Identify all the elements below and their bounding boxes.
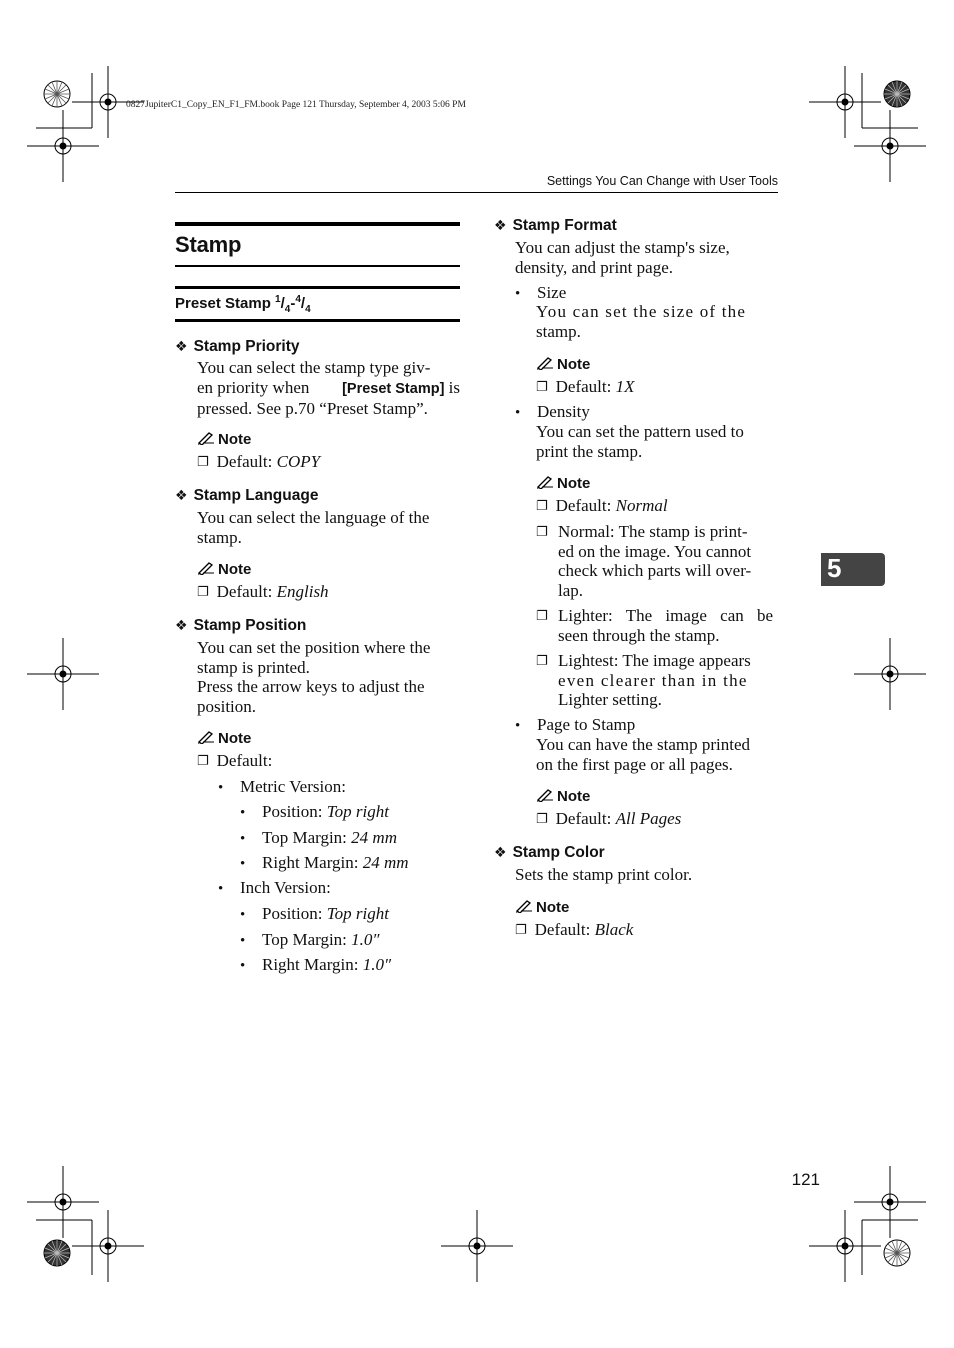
metric-right-margin: • Right Margin: 24 mm [240,853,409,872]
default-page: ❐ Default: All Pages [536,809,682,828]
checkbox-icon: ❐ [536,499,548,514]
chapter-tab: 5 [821,553,885,586]
priority-text: You can select the stamp type giv- en priority when [Preset Stamp] is pressed. See p.70 “Preset Stamp”. [197,358,460,419]
density-note-lightest-text: Lightest: The image appears even clearer than in the Lighter setting. [558,651,751,710]
diamond-icon: ❖ [175,488,188,504]
inch-version: • Inch Version: [218,878,331,897]
density-note-lighter-text: Lighter: The image can be seen through the stamp. [558,606,774,645]
page-to-stamp-label: • Page to Stamp [515,715,636,734]
pencil-icon [536,475,554,489]
pencil-icon [197,561,215,575]
density-text: You can set the pattern used to print the stamp. [536,422,744,461]
checkbox-icon: ❐ [515,923,527,938]
diamond-icon: ❖ [494,845,507,861]
note-heading: Note [536,788,590,805]
header-rule [175,192,778,193]
inch-right-margin: • Right Margin: 1.0″ [240,955,392,974]
language-text: You can select the language of the stamp. [197,508,430,547]
title-top-bar [175,222,460,226]
page-number: 121 [791,1170,820,1189]
density-note-lighter [536,606,556,627]
subtitle: Preset Stamp $^1/_4-^4/_4$ [175,294,311,315]
checkbox-icon: ❐ [536,525,548,540]
page-title: Stamp [175,232,242,257]
metric-version: • Metric Version: [218,777,346,796]
note-heading: Note [197,431,251,448]
subtitle-bottom-bar [175,319,460,322]
checkbox-icon: ❐ [197,585,209,600]
default-priority: ❐ Default: COPY [197,452,321,471]
diamond-icon: ❖ [175,339,188,355]
pencil-icon [536,788,554,802]
default-size: ❐ Default: 1X [536,377,635,396]
density-note-lightest [536,651,556,672]
section-heading-format: ❖ Stamp Format [494,217,617,234]
note-heading: Note [536,475,590,492]
default-density: ❐ Default: Normal [536,496,668,515]
pencil-icon [197,431,215,445]
checkbox-icon: ❐ [197,754,209,769]
format-text: You can adjust the stamp's size, density, and print page. [515,238,730,277]
pencil-icon [536,356,554,370]
note-heading: Note [536,356,590,373]
note-heading: Note [515,899,569,916]
diamond-icon: ❖ [175,618,188,634]
checkbox-icon: ❐ [536,654,548,669]
default-color: ❐ Default: Black [515,920,634,939]
page-to-stamp-text: You can have the stamp printed on the first page or all pages. [536,735,751,774]
metric-top-margin: • Top Margin: 24 mm [240,828,397,847]
file-info: 0827JupiterC1_Copy_EN_F1_FM.book Page 121 Thursday, September 4, 2003 5:06 PM [126,100,466,110]
inch-position: • Position: Top right [240,904,389,923]
note-heading: Note [197,730,251,747]
checkbox-icon: ❐ [536,812,548,827]
section-heading-priority: ❖ Stamp Priority [175,338,300,355]
section-heading-position: ❖ Stamp Position [175,617,307,634]
pencil-icon [197,730,215,744]
position-text: You can set the position where the stamp is printed. Press the arrow keys to adjust the position. [197,638,431,716]
density-label: • Density [515,402,590,421]
section-heading-language: ❖ Stamp Language [175,487,319,504]
checkbox-icon: ❐ [197,455,209,470]
default-language: ❐ Default: English [197,582,329,601]
note-heading: Note [197,561,251,578]
default-position: ❐ Default: [197,751,273,770]
checkbox-icon: ❐ [536,380,548,395]
density-note-normal-text: Normal: The stamp is print- ed on the image. You cannot check which parts will over- lap. [558,522,752,600]
density-note-normal [536,522,556,543]
title-bottom-rule [175,265,460,267]
pencil-icon [515,899,533,913]
inch-top-margin: • Top Margin: 1.0″ [240,930,380,949]
checkbox-icon: ❐ [536,609,548,624]
size-text: You can set the size of the stamp. [536,302,747,341]
color-text: Sets the stamp print color. [515,865,693,884]
metric-position: • Position: Top right [240,802,389,821]
running-head: Settings You Can Change with User Tools [546,174,778,188]
size-label: • Size [515,283,567,302]
diamond-icon: ❖ [494,218,507,234]
subtitle-top-bar [175,286,460,289]
section-heading-color: ❖ Stamp Color [494,844,605,861]
